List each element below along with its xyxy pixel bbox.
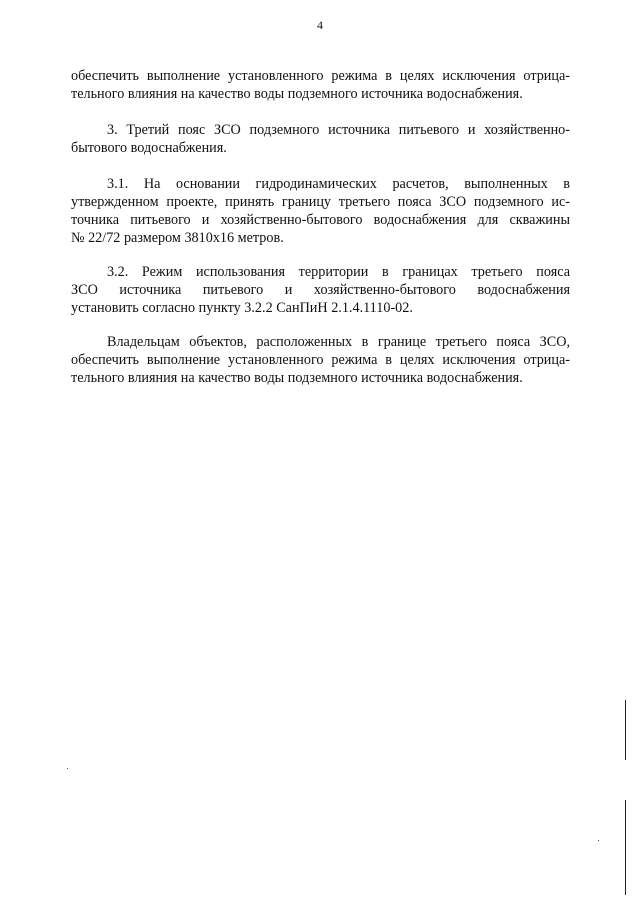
paragraph-line: тельного влияния на качество воды подземного источника водоснабжения. bbox=[71, 370, 523, 386]
paragraph-line: установить согласно пункту 3.2.2 СанПиН 2.1.4.1110-02. bbox=[71, 300, 413, 316]
section-heading-line: 3. Третий пояс ЗСО подземного источника питьевого и хозяйственно- bbox=[107, 122, 570, 138]
paragraph-line: Владельцам объектов, расположенных в границе третьего пояса ЗСО, bbox=[107, 334, 570, 350]
paragraph-line: № 22/72 размером 3810х16 метров. bbox=[71, 230, 284, 246]
paragraph-line: ЗСО источника питьевого и хозяйственно-бытового водоснабжения bbox=[71, 282, 570, 298]
paragraph-line: утвержденном проекте, принять границу третьего пояса ЗСО подземного ис- bbox=[71, 194, 570, 210]
scan-edge-mark bbox=[625, 700, 626, 760]
paragraph-line: точника питьевого и хозяйственно-бытового водоснабжения для скважины bbox=[71, 212, 570, 228]
paragraph-line: обеспечить выполнение установленного режима в целях исключения отрица- bbox=[71, 352, 570, 368]
paragraph-line: тельного влияния на качество воды подземного источника водоснабжения. bbox=[71, 86, 523, 102]
page-number: 4 bbox=[317, 18, 323, 32]
scan-edge-mark bbox=[625, 800, 626, 895]
paragraph-line: 3.1. На основании гидродинамических расчетов, выполненных в bbox=[107, 176, 570, 192]
scan-speck bbox=[598, 840, 599, 841]
scan-speck bbox=[67, 768, 68, 769]
paragraph-line: обеспечить выполнение установленного режима в целях исключения отрица- bbox=[71, 68, 570, 84]
paragraph-line: 3.2. Режим использования территории в границах третьего пояса bbox=[107, 264, 570, 280]
section-heading-line: бытового водоснабжения. bbox=[71, 140, 227, 156]
